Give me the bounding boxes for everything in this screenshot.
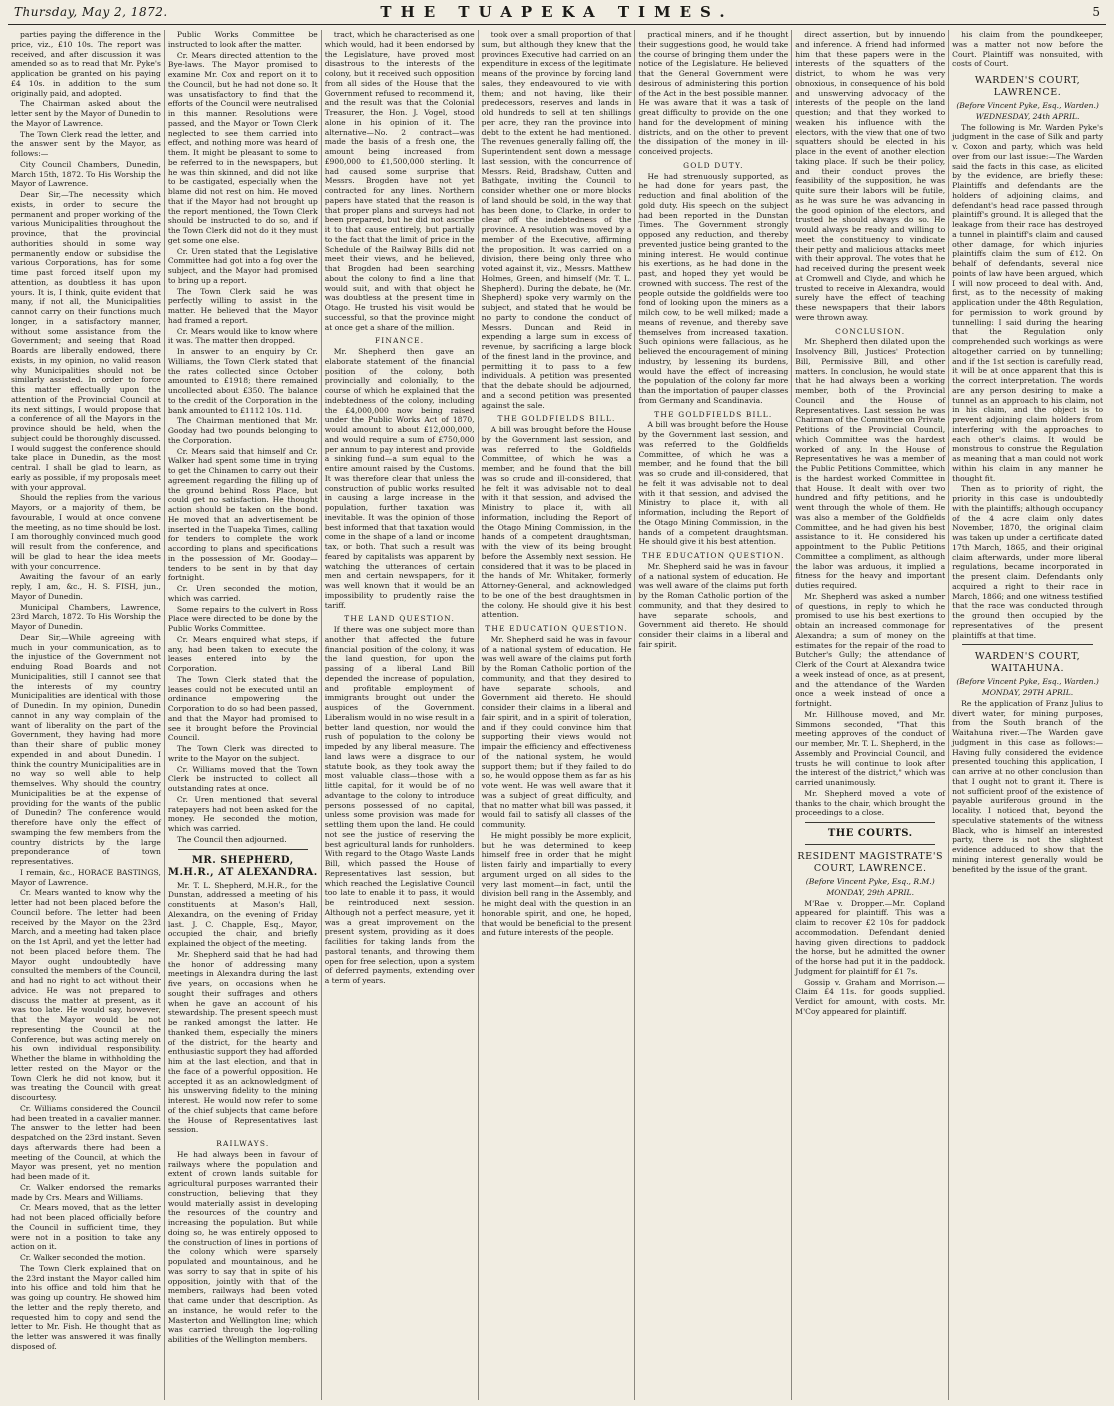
paragraph: He had always been in favour of railways where the population and extent of crown lands suitable for agricultural purposes warranted their construction, believing that they would materially assist in developing the resources of the country and increasing the population. But while doing so, he was entirely opposed to the construction of lines in portions of the colony which were sparsely populated and mountainous, and he was sorry to say that in spite of his opposition, jointly with that of the members, railways had been voted that came under that description. As an instance, he would refer to the Masterton and Wellington line; which was carried through the log-rolling abilities of the Wellington members. — [167, 1149, 318, 1344]
paragraph: The following is Mr. Warden Pyke's judgment in the case of Silk and party v. Coxon and party, which was held over from our last issue:—The Warden said the facts in this case, as elicited by the evidence, are briefly these: Plaintiffs and defendants are the holders of adjoining claims, and defendant's head race passed through plaintiff's ground. It is alleged that the leakage from their race has destroyed a tunnel in plaintiff's claim and caused other damage, for which injuries plaintiffs claim the sum of £12. On behalf of defendants, several nice points of law have been argued, which I will now proceed to deal with. And, first, as to the necessity of making application under the 48th Regulation, for permission to work ground by tunnelling: I said during the hearing that the Regulation only comprehended such workings as were altogether carried on by tunnelling; and if the 1st section is carefully read, it will be at once apparent that this is the correct interpretation. The words are any person desiring to make a tunnel as an approach to his claim, not in his claim, and the object is to prevent adjoining claim holders from interfering with the approaches to each other's claims. It would be monstrous to construe the Regulation as meaning that a man could not work within his claim in any manner he thought fit. — [952, 122, 1104, 483]
court-divider — [962, 644, 1093, 645]
paragraph: Cr. Mears said that himself and Cr. Walker had spent some time in trying to get the Chinamen to carry out their agreement regarding the filling up of the ground behind Ross Place, but could get no satisfaction. He thought action should be taken on the bond. He moved that an advertisement be inserted in the Tuapeka Times, calling for tenders to complete the work according to plans and specifications in the possession of Mr. Gooday—tenders to be sent in by that day fortnight. — [167, 446, 318, 583]
column-4-body-2 — [482, 425, 632, 620]
paragraph: Mr. Shepherd said he was in favour of a national system of education. He was well aware of the claims put forth by the Roman Catholic portion of the community, and that they desired to have separate schools, and Government aid thereto. He should consider their claims in a liberal and fair spirit. — [638, 561, 789, 649]
subhead-finance: FINANCE. — [374, 336, 425, 346]
paragraph: The Town Clerk stated that the leases could not be executed until an ordinance empowering the Corporation to do so had been passed, and that the Mayor had promised to see it brought before the Provincial Council. — [167, 674, 318, 743]
column-1-body — [11, 30, 161, 1352]
column-7-body — [952, 30, 1103, 69]
paragraph: Mr. Shepherd said that he had had the honor of addressing many meetings in Alexandra during the last five years, on occasions when he sought their suffrages and others when he gave an account of his stewardship. The present speech must be ranked amongst the latter. He thanked them, especially the miners of the district, for the hearty and enthusiastic support they had afforded him at the last election, and that in the face of a powerful opposition. He accepted it as an acknowledgment of his unswerving fidelity to the mining interest. He would now refer to some of the chief subjects that came before the House of Representatives last session. — [167, 949, 318, 1135]
subhead-gold-duty: GOLD DUTY. — [683, 160, 744, 170]
paragraph: The Chairman mentioned that Mr. Gooday had two pounds belonging to the Corporation. — [167, 416, 318, 445]
paragraph: Mr. T. L. Shepherd, M.H.R., for the Dunstan, addressed a meeting of his constituents at Mason's Hall, Alexandra, on the evening of Friday last. J. C. Chapple, Esq., Mayor, occupied the chair, and briefly explained the object of the meeting. — [167, 880, 318, 948]
paragraph: Mr. Shepherd then dilated upon the Insolvency Bill, Justices' Protection Bill, Permissive Bill, and other matters. In conclusion, he would state that he had always been a working member, both of the Provincial Council and the House of Representatives. Last session he was Chairman of the Committee on Private Petitions of the Provincial Council, which Committee was the hardest worked of any. In the House of Representatives he was a member of the Public Petitions Committee, which is the hardest worked Committee in that House. It dealt with over two hundred and fifty petitions, and he went through the whole of them. He was also a member of the Goldfields Committee, and he had given his best assistance to it. He considered his appointment to the Public Petitions Committee a compliment, as although the labor was arduous, it implied a fitness for the heavy and important duties required. — [795, 337, 946, 590]
paragraph: Mr. Shepherd said he was in favour of a national system of education. He was well aware of the claims put forth by the Roman Catholic portion of the community, and that they desired to have separate schools, and Government aid thereto. He should consider their claims in a liberal and fair spirit, and in a spirit of toleration, and if they could convince him that supporting their views would not impair the efficiency and effectiveness of the national system, he would support them; but if they failed to do so, he would oppose them as far as his vote went. He was well aware that it was a subject of great difficulty, and that no matter what bill was passed, it would fail to satisfy all classes of the community. — [481, 634, 632, 829]
paragraph: The Town Clerk read the letter, and the answer sent by the Mayor, as follows:— — [11, 129, 161, 158]
paragraph: Cr. Williams considered the Council had been treated in a cavalier manner. The answer to the letter had been despatched on the 23rd instant. Seven days afterwards there had been a meeting of the Council, at which the Mayor was present, yet no mention had been made of it. — [11, 1103, 161, 1181]
paragraph: Cr. Mears wanted to know why the letter had not been placed before the Council before. The letter had been received by the Mayor on the 23rd March, and a meeting had taken place on the 1st April, and yet the letter had not been placed before them. The Mayor ought undoubtedly have consulted the members of the Council, and had no right to act without their advice. He was not prepared to discuss the matter at present, as it was too late. He would say, however, that the Mayor would be not representing the Council at the Conference, but was acting merely on his own individual responsibility. Whether the blame in withholding the letter rested on the Mayor or the Town Clerk he did not know, but it was treating the Council with great discourtesy. — [11, 888, 161, 1102]
paragraph: The Town Clerk explained that on the 23rd instant the Mayor called him into his office and told him that he was going up country. He showed him the letter and the reply thereto, and requested him to copy and send the letter to Mr. Fish. He thought that as the letter was answered it was finally disposed of. — [11, 1263, 161, 1351]
subhead-education-2: THE EDUCATION QUESTION. — [642, 551, 785, 560]
paragraph: Awaiting the favour of an early reply, I am, &c., H. S. FISH, jun., Mayor of Dunedin. — [11, 572, 161, 601]
masthead — [0, 0, 1114, 26]
column-3-body — [325, 30, 475, 332]
court-bench-waitahuna: (Before Vincent Pyke, Esq., Warden.) — [956, 677, 1099, 687]
court-heading-wardens-lawrence: WARDEN'S COURT, LAWRENCE. — [974, 75, 1081, 98]
paragraph: Cr. Mears moved, that as the letter had not been placed officially before the Council in sufficient time, they were not in a position to take any action on it. — [11, 1203, 161, 1252]
court-date: MONDAY, 29th APRIL. — [826, 887, 914, 897]
paragraph: Public Works Committee be instructed to look after the matter. — [167, 30, 318, 49]
column-4-body — [482, 30, 632, 410]
subhead-goldfields-bill-2: THE GOLDFIELDS BILL. — [654, 409, 773, 419]
paragraph: Dear Sir,—While agreeing with much in your communication, as to the injustice of the Government not enduing Road Boards and not Municipalities, still I cannot see that the interests of my country Municipalities are identical with those of Dunedin. In my opinion, Dunedin cannot in any way complain of the want of liberality on the part of the Government, they having had more than their share of public money expended in and about Dunedin. I think the country Municipalities are in no way so well able to help themselves. Why should the country Municipalities be at the expense of providing for the wants of the public of Dunedin? The conference would therefore have only the effect of swamping the few members from the country districts by the large preponderance of town representatives. — [11, 632, 161, 866]
paragraph: Mr. Shepherd moved a vote of thanks to the chair, which brought the proceedings to a close. — [795, 788, 946, 818]
paragraph: Cr. Uren stated that the Legislative Committee had got into a fog over the subject, and the Mayor had promised to bring up a report. — [167, 246, 318, 285]
article-divider — [178, 849, 308, 850]
subhead-land-question: THE LAND QUESTION. — [344, 614, 455, 624]
paragraph: He had strenuously supported, as he had done for years past, the reduction and final abolition of the gold duty. His speech on the subject had been reported in the Dunstan Times. The Government strongly opposed any reduction, and thereby prevented justice being granted to the mining interest. He would continue his exertions, as he had done in the past, and hoped they yet would be crowned with success. The rest of the people outside the goldfields were too fond of looking upon the miners as a milch cow, to be well milked; made a means of revenue, and thereby save themselves from increased taxation. Such opinions were fallacious, as he believed the encouragement of mining industry, by lessening its burdens, would have the effect of increasing the population of the colony far more than the importation of pauper classes from Germany and Scandinavia. — [638, 171, 789, 405]
section-heading-courts: THE COURTS. — [827, 828, 913, 839]
column-4 — [479, 30, 636, 1400]
newspaper-title: THE TUAPEKA TIMES. — [380, 3, 734, 21]
paragraph: took over a small proportion of that sum, but although they knew that the provinces Executive had carried on an expenditure in excess of the legitimate means of the province by forcing land sales, they endeavoured to vie with them; and not having, like their predecessors, reserves and lands in old hundreds to sell at ten shillings per acre, they ran the province into debt to the extent he had mentioned. The revenues generally falling off, the Superintendent sent down a message last session, with the concurrence of Messrs. Reid, Bradshaw, Cutten and Bathgate, inviting the Council to consider whether one or more blocks of land should be sold, in the way that has been done, to Clarke, in order to clear off the indebtedness of the province. A resolution was moved by a member of the Executive, affirming the proposition. It was carried on a division, there being only three who voted against it, viz., Messrs. Matthew Holmes, Green, and himself (Mr. T. L. Shepherd). During the debate, he (Mr. Shepherd) spoke very warmly on the subject, and stated that he would be no party to condone the conduct of Messrs. Duncan and Reid in expending a large sum in excess of revenue, by sacrificing a large block of the finest land in the province, and permitting it to pass to a few individuals. A petition was presented that the debate should be adjourned, and a second petition was presented against the sale. — [481, 30, 632, 410]
paragraph: Mr. Shepherd was asked a number of questions, in reply to which he promised to use his best exertions to obtain an increased commonage for Alexandra; a sum of money on the estimates for the repair of the road to Butcher's Gully; the attendance of Clerk of the Court at Alexandra twice a week instead of once, as at present, and the attendance of the Warden once a week instead of once a fortnight. — [795, 591, 946, 708]
article-headline-shepherd: MR. SHEPHERD, M.H.R., AT ALEXANDRA. — [167, 854, 318, 878]
court-heading-rm-lawrence: RESIDENT MAGISTRATE'S COURT, LAWRENCE. — [797, 851, 944, 874]
column-3 — [322, 30, 479, 1400]
subhead-education: THE EDUCATION QUESTION. — [485, 624, 628, 633]
paragraph: Cr. Mears directed attention to the Bye-laws. The Mayor promised to examine Mr. Cox and report on it to the Council, but he had not done so. It was unsatisfactory to find that the efforts of the Council were neutralised in this manner. Resolutions were passed, and the Mayor or Town Clerk neglected to see them carried into effect, and nothing more was heard of them. It might be pleasant to some to be referred to in the newspapers, but he was thin skinned, and did not like to be castigated, especially when the blame did not rest on him. He moved that if the Mayor had not brought up the report mentioned, the Town Clerk should be instructed to do so, and if the Town Clerk did not do it they must get some one else. — [167, 50, 318, 245]
paragraph: The Town Clerk said he was perfectly willing to assist in the matter. He believed that the Mayor had framed a report. — [167, 286, 318, 325]
court-date-waitahuna: MONDAY, 29TH APRIL. — [981, 688, 1074, 697]
paragraph: Municipal Chambers, Lawrence, 23rd March, 1872. To His Worship the Mayor of Dunedin. — [11, 602, 161, 631]
paragraph: He might possibly be more explicit, but he was determined to keep himself free in order that he might listen fairly and impartially to every argument urged on all sides to the very last moment—in fact, until the division bell rang in the Assembly, and he might deal with the question in an honorable spirit, and one, he hoped, that would be beneficial to the present and future interests of the people. — [481, 830, 632, 938]
column-3-body-2 — [325, 347, 475, 610]
section-divider — [805, 822, 935, 823]
paragraph: Cr. Mears would like to know where it was. The matter then dropped. — [167, 326, 318, 346]
column-6-body — [795, 30, 945, 323]
page-number: 5 — [1092, 5, 1100, 19]
column-5 — [635, 30, 792, 1400]
paragraph: City Council Chambers, Dunedin, March 15th, 1872. To His Worship the Mayor of Lawrence. — [11, 159, 161, 189]
paragraph: Cr. Uren mentioned that several ratepayers had not been asked for the money. He seconded the motion, which was carried. — [167, 794, 318, 833]
paragraph: tract, which he characterised as one which would, had it been endorsed by the Legislature, have proved most disastrous to the interests of the colony, but it received such opposition from all sides of the House that the Government refused to recommend it, and the result was that the Colonial Treasurer, the Hon. J. Vogel, stood alone in his opinion of it. The alternative—No. 2 contract—was made the basis of a fresh one, the amount being increased from £900,000 to £1,500,000 sterling. It had caused some surprise that Messrs. Brogden have not yet contracted for any lines. Northern papers have stated that the reason is that proper plans and surveys had not been prepared, but he did not ascribe it to that cause entirely, but partially to the fact that the limit of price in the Schedule of the Railway Bills did not meet their views, and he believed, that Brogden had been searching about the colony to find a line that would suit, and with that object he was doubtless at the present time in Otago. He trusted his visit would be successful, so that the province might at once get a share of the million. — [324, 30, 475, 332]
column-6 — [792, 30, 949, 1400]
paragraph: his claim from the poundkeeper, was a matter not now before the Court. Plaintiff was nonsuited, with costs of Court. — [952, 30, 1104, 69]
paragraph: Re the application of Franz Julius to divert water, for mining purposes, from the South branch of the Waitahuna river.—The Warden gave judgment in this case as follows:—Having fully considered the evidence presented touching this application, I can arrive at no other conclusion than that I ought not to grant it. There is not sufficient proof of the existence of payable auriferous ground in the locality. I noticed that, beyond the speculative statements of the witness Black, who is himself an interested party, there is not the slightest evidence adduced to show that the mining interest generally would be benefited by the issue of the grant. — [952, 698, 1104, 874]
section-divider-2 — [805, 844, 935, 845]
paragraph: Cr. Walker endorsed the remarks made by Crs. Mears and Williams. — [11, 1182, 161, 1202]
paragraph: Gossip v. Graham and Morrison.—Claim £4 11s. for goods supplied. Verdict for amount, with costs. Mr. M'Coy appeared for plaintiff. — [795, 977, 946, 1016]
court-bench: (Before Vincent Pyke, Esq., R.M.) — [805, 877, 935, 886]
court-bench-lawrence: (Before Vincent Pyke, Esq., Warden.) — [956, 101, 1099, 110]
issue-date: Thursday, May 2, 1872. — [14, 5, 168, 19]
paragraph: In answer to an enquiry by Cr. Williams, the Town Clerk stated that the rates collected since October amounted to £1918; there remained uncollected about £350. The balance to the credit of the Corporation in the bank amounted to £1112 10s. 11d. — [167, 347, 318, 415]
paragraph: practical miners, and if he thought their suggestions good, he would take the course of bringing them under the notice of the Legislature. He believed that the General Government were desirous of administering this portion of the Act in the best possible manner. He was aware that it was a task of great difficulty to provide on the one hand for the development of mining districts, and on the other to prevent the dissipation of the money in ill-conceived projects. — [638, 30, 789, 156]
column-6-body-3 — [795, 899, 945, 1017]
paragraph: Dear Sir,—The necessity which exists, in order to secure the permanent and proper working of the various Municipalities throughout the province, that the provincial authorities should in some way permanently endow or subsidise the various Corporations, has for some time past forced itself upon my attention, as doubtless it has upon yours. It is, I think, quite evident that many, if not all, the Municipalities cannot carry on their functions much longer, in a satisfactory manner, without some assistance from the Government; and seeing that Road Boards are liberally endowed, there exists, in my opinion, no valid reason why Municipalities should not be similarly assisted. In order to force this matter effectually upon the attention of the Provincial Council at its next sittings, I would propose that a conference of all the Mayors in the province should be held, when the subject could be thoroughly discussed. I would suggest the conference should take place in Dunedin, as the most central. I shall be glad to learn, as early as possible, if my proposals meet with your approval. — [11, 190, 161, 492]
court-heading-wardens-waitahuna: WARDEN'S COURT, WAITAHUNA. — [974, 651, 1081, 675]
paragraph: Mr. Hillhouse moved, and Mr. Simmons seconded, "That this meeting approves of the conduct of our member, Mr. T. L. Shepherd, in the Assembly and Provincial Council, and trusts he will continue to look after the interest of the district," which was carried unanimously. — [795, 709, 946, 787]
column-7-body-3 — [952, 699, 1103, 875]
masthead-rule — [8, 24, 1106, 25]
paragraph: I remain, &c., HORACE BASTINGS, Mayor of Lawrence. — [11, 867, 161, 887]
column-7-body-2 — [952, 123, 1103, 641]
column-2-body-3 — [168, 1150, 318, 1345]
paragraph: The Council then adjourned. — [176, 834, 287, 844]
subhead-goldfields-bill: THE GOLDFIELDS BILL. — [497, 414, 616, 424]
column-7 — [949, 30, 1106, 1400]
newspaper-columns — [8, 30, 1106, 1400]
paragraph: The Chairman asked about the letter sent by the Mayor of Dunedin to the Mayor of Lawrence. — [11, 99, 161, 128]
column-5-body-3 — [638, 420, 788, 547]
paragraph: Should the replies from the various Mayors, or a majority of them, be favourable, I would at once convene the meeting, as no time should be lost. I am thoroughly convinced much good will result from the conference, and will be glad to hear the idea meets with your concurrence. — [11, 493, 161, 571]
paragraph: M'Rae v. Dropper.—Mr. Copland appeared for plaintiff. This was a claim to recover £2 10s for paddock accommodation. Defendant denied having given directions to paddock the horse, but he admitted the owner of the horse had put it in the paddock. Judgment for plaintiff for £1 7s. — [795, 898, 946, 976]
paragraph: direct assertion, but by innuendo and inference. A friend had informed him that these papers were in the interests of the squatters of the district, to whom he was very obnoxious, in consequence of his bold and unswerving advocacy of the interests of the people on the land question; and that they worked to weaken his influence with the electors, with the view that one of two squatters should be elected in his place in the event of another election taking place. If such be their policy, and their conduct proves the feasibility of the supposition, he was quite sure their labors will be futile, as he was sure he was advancing in the good opinion of the electors, and trusted he should always do so. He would always be ready and willing to meet the constituency to vindicate their petty and malicious attacks meet with their approval. The votes that he had received during the present week at Cromwell and Clyde, and which he trusted to receive in Alexandra, would surely have the effect of teaching these newspapers that their labors were thrown away. — [795, 30, 946, 322]
subhead-railways: RAILWAYS. — [216, 1139, 270, 1148]
column-4-body-3 — [482, 635, 632, 938]
subhead-conclusion: CONCLUSION. — [835, 326, 906, 336]
column-6-body-2 — [795, 337, 945, 818]
paragraph: A bill was brought before the House by the Government last session, and was referred to the Goldfields Committee, of which he was a member, and he found that the bill was so crude and ill-considered, that he felt it was advisable not to deal with it that session, and advised the Ministry to place it, with all information, including the Report of the Otago Mining Commission, in the hands of a competent draughtsman, with the view of its being brought before the Assembly next session. He considered that it was to be placed in the hands of Mr. Whitaker, formerly Attorney-General, and acknowledged to be one of the best draughtsmen in the colony. He should give it his best attention. — [481, 425, 632, 620]
paragraph: Cr. Walker seconded the motion. — [20, 1253, 146, 1262]
column-1 — [8, 30, 165, 1400]
paragraph: Some repairs to the culvert in Ross Place were directed to be done by the Public Works Committee. — [167, 604, 318, 633]
column-2 — [165, 30, 322, 1400]
paragraph: A bill was brought before the House by the Government last session, and was referred to the Goldfields Committee, of which he was a member, and he found that the bill was so crude and ill-considered, that he felt it was advisable not to deal with it that session, and advised the Ministry to place it, with all information, including the Report of the Otago Mining Commission, in the hands of a competent draughtsman. He should give it his best attention. — [638, 420, 789, 547]
column-3-body-3 — [325, 625, 475, 986]
paragraph: Mr. Shepherd then gave an elaborate statement of the financial position of the colony, both provincially and colonially, to the course of which he explained that the indebtedness of the colony, including the £4,000,000 now being raised under the Public Works Act of 1870, would amount to about £12,000,000, and would require a sum of £750,000 per annum to pay interest and provide a sinking fund—a sum equal to the entire amount raised by the Customs. It was therefore clear that unless the construction of public works resulted in causing a large increase in the population, further taxation was inevitable. It was the opinion of those best informed that that taxation would come in the shape of a land or income tax, or both. That such a result was feared by capitalists was apparent by watching the utterances of certain men and certain newspapers, for it was well known that it would be an impossibility to prudently raise the tariff. — [324, 347, 475, 610]
column-2-body-2 — [168, 881, 318, 1136]
paragraph: Cr. Williams moved that the Town Clerk be instructed to collect all outstanding rates at once. — [167, 764, 318, 793]
paragraph: Cr. Uren seconded the motion, which was carried. — [167, 584, 318, 603]
paragraph: Then as to priority of right, the priority in this case is undoubtedly with the plaintiffs; although occupancy of the 4 acre claim only dates November, 1870, the original claim was taken up under a certificate dated 17th March, 1865, and their original claim afterwards, under more liberal regulations, became incorporated in the present claim. Defendants only acquired a right to their race in March, 1866; and one witness testified that the race was conducted through the ground then occupied by the representatives of the present plaintiffs at that time. — [952, 484, 1104, 640]
court-date-lawrence: WEDNESDAY, 24th APRIL. — [975, 111, 1080, 121]
column-5-body-2 — [638, 172, 788, 406]
column-5-body-4 — [638, 562, 788, 650]
paragraph: parties paying the difference in the price, viz., £10 10s. The report was received, and after discussion it was amended so as to read that Mr. Pyke's application be granted on his paying £4 10s. in addition to the sum originally paid, and adopted. — [11, 30, 161, 98]
paragraph: Cr. Mears enquired what steps, if any, had been taken to execute the leases entered into by the Corporation. — [167, 634, 318, 673]
paragraph: The Town Clerk was directed to write to the Mayor on the subject. — [167, 744, 318, 763]
column-2-body — [168, 30, 318, 845]
paragraph: If there was one subject more than another that affected the future financial position of the colony, it was the land question, for upon the passing of a liberal Land Bill depended the increase of population, and profitable employment of immigrants brought out under the auspices of the Government. Liberalism would in no wise result in a better land question, nor would the rush of population to the colony be impeded by any liberal measure. The land laws were a disgrace to our statute book, as they took away the most valuable class—those with a little capital, for it would be of no advantage to the colony to introduce persons possessed of no capital, unless some provision was made for settling them upon the land. He could not see the justice of reserving the best agricultural lands for runholders. With regard to the Otago Waste Lands Bill, which passed the House of Representatives last session, but which reached the Legislative Council too late to enable it to pass, it would be reintroduced next session. Although not a perfect measure, yet it was a great improvement on the present system, providing as it does facilities for taking lands from the pastoral tenants, and throwing them open for free selection, upon a system of deferred payments, extending over a term of years. — [324, 625, 475, 985]
column-5-body — [638, 30, 788, 157]
